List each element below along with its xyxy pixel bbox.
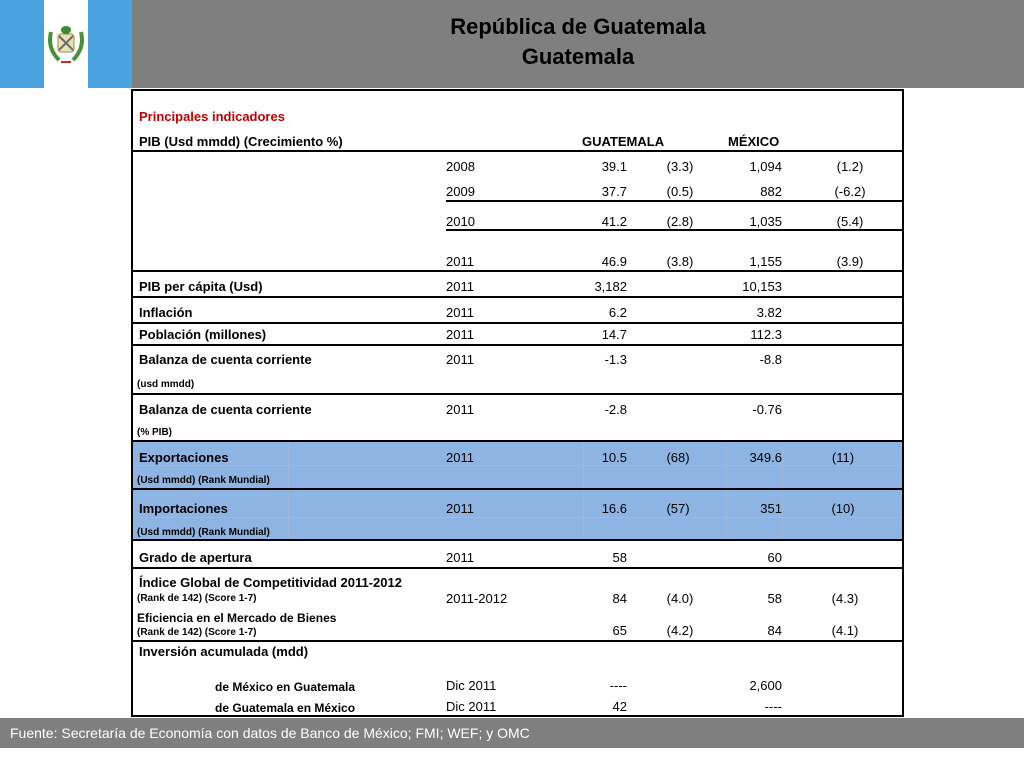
title-line-1: República de Guatemala bbox=[450, 14, 706, 39]
inversion-row-gt: 42 bbox=[612, 699, 627, 714]
emb-label: Eficiencia en el Mercado de Bienes bbox=[137, 611, 337, 625]
igc-gt: 84 bbox=[612, 591, 627, 606]
igc-year: 2011-2012 bbox=[446, 591, 508, 606]
row-divider bbox=[131, 539, 904, 541]
pib-label: PIB (Usd mmdd) (Crecimiento %) bbox=[139, 134, 343, 149]
inversion-label: Inversión acumulada (mdd) bbox=[139, 644, 309, 659]
coat-of-arms-icon bbox=[45, 22, 87, 66]
row-divider bbox=[131, 344, 904, 346]
emb-sub: (Rank de 142) (Score 1-7) bbox=[137, 627, 257, 638]
poblacion-mx: 112.3 bbox=[750, 327, 782, 342]
footer-bar bbox=[0, 718, 1024, 748]
pib-gt-value: 37.7 bbox=[601, 184, 627, 199]
exportaciones-gt-rank: (68) bbox=[666, 450, 690, 465]
inflacion-gt: 6.2 bbox=[608, 305, 627, 320]
importaciones-gt: 16.6 bbox=[601, 501, 627, 516]
poblacion-label: Población (millones) bbox=[139, 327, 267, 342]
apertura-gt: 58 bbox=[612, 550, 627, 565]
inflacion-year: 2011 bbox=[446, 305, 474, 320]
pib-mx-value: 1,094 bbox=[749, 159, 782, 174]
inflacion-label: Inflación bbox=[139, 305, 193, 320]
page-title bbox=[132, 12, 1024, 72]
exportaciones-mx-rank: (11) bbox=[831, 450, 855, 465]
bcc1-label: Balanza de cuenta corriente bbox=[139, 352, 312, 367]
pib-year: 2010 bbox=[446, 214, 475, 229]
inversion-row-year: Dic 2011 bbox=[446, 678, 497, 693]
pibpc-label: PIB per cápita (Usd) bbox=[139, 279, 263, 294]
col-header-mexico: MÉXICO bbox=[728, 134, 780, 149]
pibpc-mx: 10,153 bbox=[742, 279, 782, 294]
pib-year: 2009 bbox=[446, 184, 475, 199]
pib-mx-growth: (1.2) bbox=[836, 159, 864, 174]
bcc1-year: 2011 bbox=[446, 352, 474, 367]
bcc1-sub: (usd mmdd) bbox=[137, 379, 195, 390]
flag-stripe-right bbox=[88, 0, 132, 88]
row-divider bbox=[446, 200, 904, 202]
exportaciones-gt: 10.5 bbox=[601, 450, 627, 465]
inversion-row-gt: ---- bbox=[609, 678, 627, 693]
pib-gt-growth: (2.8) bbox=[666, 214, 694, 229]
importaciones-label: Importaciones bbox=[139, 501, 228, 516]
pib-mx-growth: (5.4) bbox=[836, 214, 864, 229]
importaciones-year: 2011 bbox=[446, 501, 474, 516]
title-line-2: Guatemala bbox=[521, 44, 635, 69]
row-divider bbox=[131, 488, 904, 490]
source-note: Fuente: Secretaría de Economía con datos de Banco de México; FMI; WEF; y OMC bbox=[10, 725, 530, 741]
igc-label: Índice Global de Competitividad 2011-2012 bbox=[139, 575, 402, 590]
importaciones-mx: 351 bbox=[760, 501, 782, 516]
pib-mx-growth: (3.9) bbox=[836, 254, 864, 269]
row-divider bbox=[131, 270, 904, 272]
inversion-row-mx: ---- bbox=[764, 699, 782, 714]
pib-gt-value: 46.9 bbox=[601, 254, 627, 269]
bcc2-mx: -0.76 bbox=[752, 402, 782, 417]
pib-gt-value: 41.2 bbox=[601, 214, 627, 229]
pibpc-year: 2011 bbox=[446, 279, 474, 294]
guatemala-flag bbox=[0, 0, 132, 88]
pib-gt-growth: (0.5) bbox=[666, 184, 694, 199]
pib-gt-growth: (3.3) bbox=[666, 159, 694, 174]
apertura-year: 2011 bbox=[446, 550, 474, 565]
pib-gt-value: 39.1 bbox=[601, 159, 627, 174]
inflacion-mx: 3.82 bbox=[756, 305, 782, 320]
poblacion-year: 2011 bbox=[446, 327, 474, 342]
bcc1-mx: -8.8 bbox=[759, 352, 782, 367]
emb-gt-score: (4.2) bbox=[666, 623, 694, 638]
emb-mx-score: (4.1) bbox=[831, 623, 859, 638]
bcc2-year: 2011 bbox=[446, 402, 474, 417]
igc-mx-score: (4.3) bbox=[831, 591, 859, 606]
row-divider bbox=[131, 640, 904, 642]
row-divider bbox=[131, 322, 904, 324]
col-header-guatemala: GUATEMALA bbox=[582, 134, 665, 149]
inversion-row-year: Dic 2011 bbox=[446, 699, 497, 714]
bcc2-gt: -2.8 bbox=[604, 402, 627, 417]
exportaciones-year: 2011 bbox=[446, 450, 474, 465]
apertura-label: Grado de apertura bbox=[139, 550, 252, 565]
emb-mx: 84 bbox=[767, 623, 782, 638]
pib-mx-value: 1,155 bbox=[749, 254, 782, 269]
inversion-row-mx: 2,600 bbox=[749, 678, 782, 693]
pib-mx-value: 882 bbox=[760, 184, 782, 199]
section-title: Principales indicadores bbox=[139, 109, 285, 124]
pib-year: 2011 bbox=[446, 254, 474, 269]
importaciones-mx-rank: (10) bbox=[831, 501, 855, 516]
igc-sub: (Rank de 142) (Score 1-7) bbox=[137, 593, 257, 604]
importaciones-gt-rank: (57) bbox=[666, 501, 690, 516]
row-divider bbox=[131, 393, 904, 395]
pib-mx-growth: (-6.2) bbox=[834, 184, 866, 199]
exportaciones-label: Exportaciones bbox=[139, 450, 229, 465]
bcc2-sub: (% PIB) bbox=[137, 427, 172, 438]
pib-year: 2008 bbox=[446, 159, 475, 174]
row-divider bbox=[131, 296, 904, 298]
igc-gt-score: (4.0) bbox=[666, 591, 694, 606]
importaciones-sub: (Usd mmdd) (Rank Mundial) bbox=[137, 527, 270, 538]
inversion-row-label: de México en Guatemala bbox=[215, 680, 356, 694]
bcc1-gt: -1.3 bbox=[604, 352, 627, 367]
flag-stripe-left bbox=[0, 0, 44, 88]
bcc2-label: Balanza de cuenta corriente bbox=[139, 402, 312, 417]
pib-gt-growth: (3.8) bbox=[666, 254, 694, 269]
row-divider bbox=[131, 440, 904, 442]
row-divider bbox=[131, 150, 904, 152]
igc-mx: 58 bbox=[767, 591, 782, 606]
exportaciones-sub: (Usd mmdd) (Rank Mundial) bbox=[137, 475, 270, 486]
inversion-row-label: de Guatemala en México bbox=[215, 701, 356, 715]
pib-mx-value: 1,035 bbox=[749, 214, 782, 229]
emb-gt: 65 bbox=[612, 623, 627, 638]
apertura-mx: 60 bbox=[767, 550, 782, 565]
poblacion-gt: 14.7 bbox=[601, 327, 627, 342]
exportaciones-mx: 349.6 bbox=[749, 450, 782, 465]
pibpc-gt: 3,182 bbox=[594, 279, 627, 294]
row-divider bbox=[131, 567, 904, 569]
